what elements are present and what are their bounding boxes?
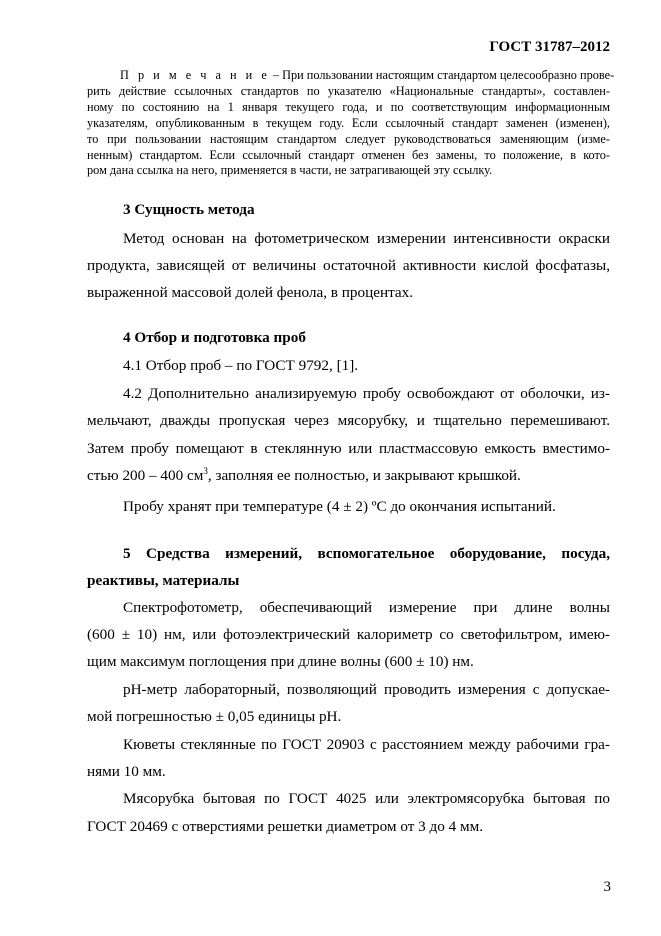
section-heading-4: 4 Отбор и подготовка проб <box>123 329 306 346</box>
paragraph-line: 4.1 Отбор проб – по ГОСТ 9792, [1]. <box>123 357 359 374</box>
paragraph-line: нями 10 мм. <box>87 763 166 780</box>
page-number: 3 <box>603 879 611 895</box>
note-line: то при пользовании настоящим стандартом следует руководствоваться заменяющим (изме- <box>87 131 610 146</box>
paragraph-line: щим максимум поглощения при длине волны (600 ± 10) нм. <box>87 653 474 670</box>
section-heading-3: 3 Сущность метода <box>123 201 255 218</box>
paragraph-line: продукта, зависящей от величины остаточной активности кислой фосфатазы, <box>87 257 610 274</box>
paragraph-line <box>87 467 610 485</box>
note-line-text: – При пользовании настоящим стандартом целесообразно прове- <box>269 68 615 82</box>
volume-text: стью 200 – 400 см <box>87 467 204 484</box>
note-line: указателям, опубликованным в текущем году. Если ссылочный стандарт заменен (изменен), <box>87 115 610 130</box>
paragraph-line: Спектрофотометр, обеспечивающий измерение при длине волны <box>123 599 610 616</box>
paragraph-line: 4.2 Дополнительно анализируемую пробу освобождают от оболочки, из- <box>123 385 610 402</box>
superscript-3: 3 <box>203 466 208 476</box>
note-line: ненным) стандартом. Если ссылочный стандарт отменен без замены, то положение, в кото- <box>87 147 610 162</box>
reference-note <box>87 68 615 179</box>
document-header-gost-number: ГОСТ 31787–2012 <box>489 39 610 55</box>
paragraph-line: Метод основан на фотометрическом измерении интенсивности окраски <box>123 230 610 247</box>
note-line: ром дана ссылка на него, применяется в части, не затрагивающей эту ссылку. <box>87 163 493 178</box>
paragraph-line: выраженной массовой долей фенола, в процентах. <box>87 284 414 301</box>
paragraph-line: Мясорубка бытовая по ГОСТ 4025 или электромясорубка бытовая по <box>123 790 610 807</box>
paragraph-line: мой погрешностью ± 0,05 единицы рН. <box>87 708 342 725</box>
section-heading-5-cont: реактивы, материалы <box>87 572 240 589</box>
note-line <box>87 68 615 84</box>
paragraph-line: Затем пробу помещают в стеклянную или пластмассовую емкость вместимо- <box>87 440 610 457</box>
section-heading-5: 5 Средства измерений, вспомогательное оборудование, посуда, <box>123 545 610 562</box>
note-line: рить действие ссылочных стандартов по указателю «Национальные стандарты», составлен- <box>87 83 610 98</box>
paragraph-text: , заполняя ее полностью, и закрывают крышкой. <box>207 467 521 484</box>
paragraph-line: рН-метр лабораторный, позволяющий проводить измерения с допускае- <box>123 681 610 698</box>
note-label: П р и м е ч а н и е <box>120 68 270 82</box>
paragraph-line: Пробу хранят при температуре (4 ± 2) ºC до окончания испытаний. <box>123 498 556 515</box>
paragraph-line: мельчают, дважды пропуская через мясорубку, и тщательно перемешивают. <box>87 412 610 429</box>
note-line: ному по состоянию на 1 января текущего года, и по соответствующим информационным <box>87 99 610 114</box>
paragraph-line: (600 ± 10) нм, или фотоэлектрический калориметр со светофильтром, имею- <box>87 626 610 643</box>
paragraph-line: Кюветы стеклянные по ГОСТ 20903 с расстоянием между рабочими гра- <box>123 736 610 753</box>
paragraph-line: ГОСТ 20469 с отверстиями решетки диаметром от 3 до 4 мм. <box>87 818 484 835</box>
